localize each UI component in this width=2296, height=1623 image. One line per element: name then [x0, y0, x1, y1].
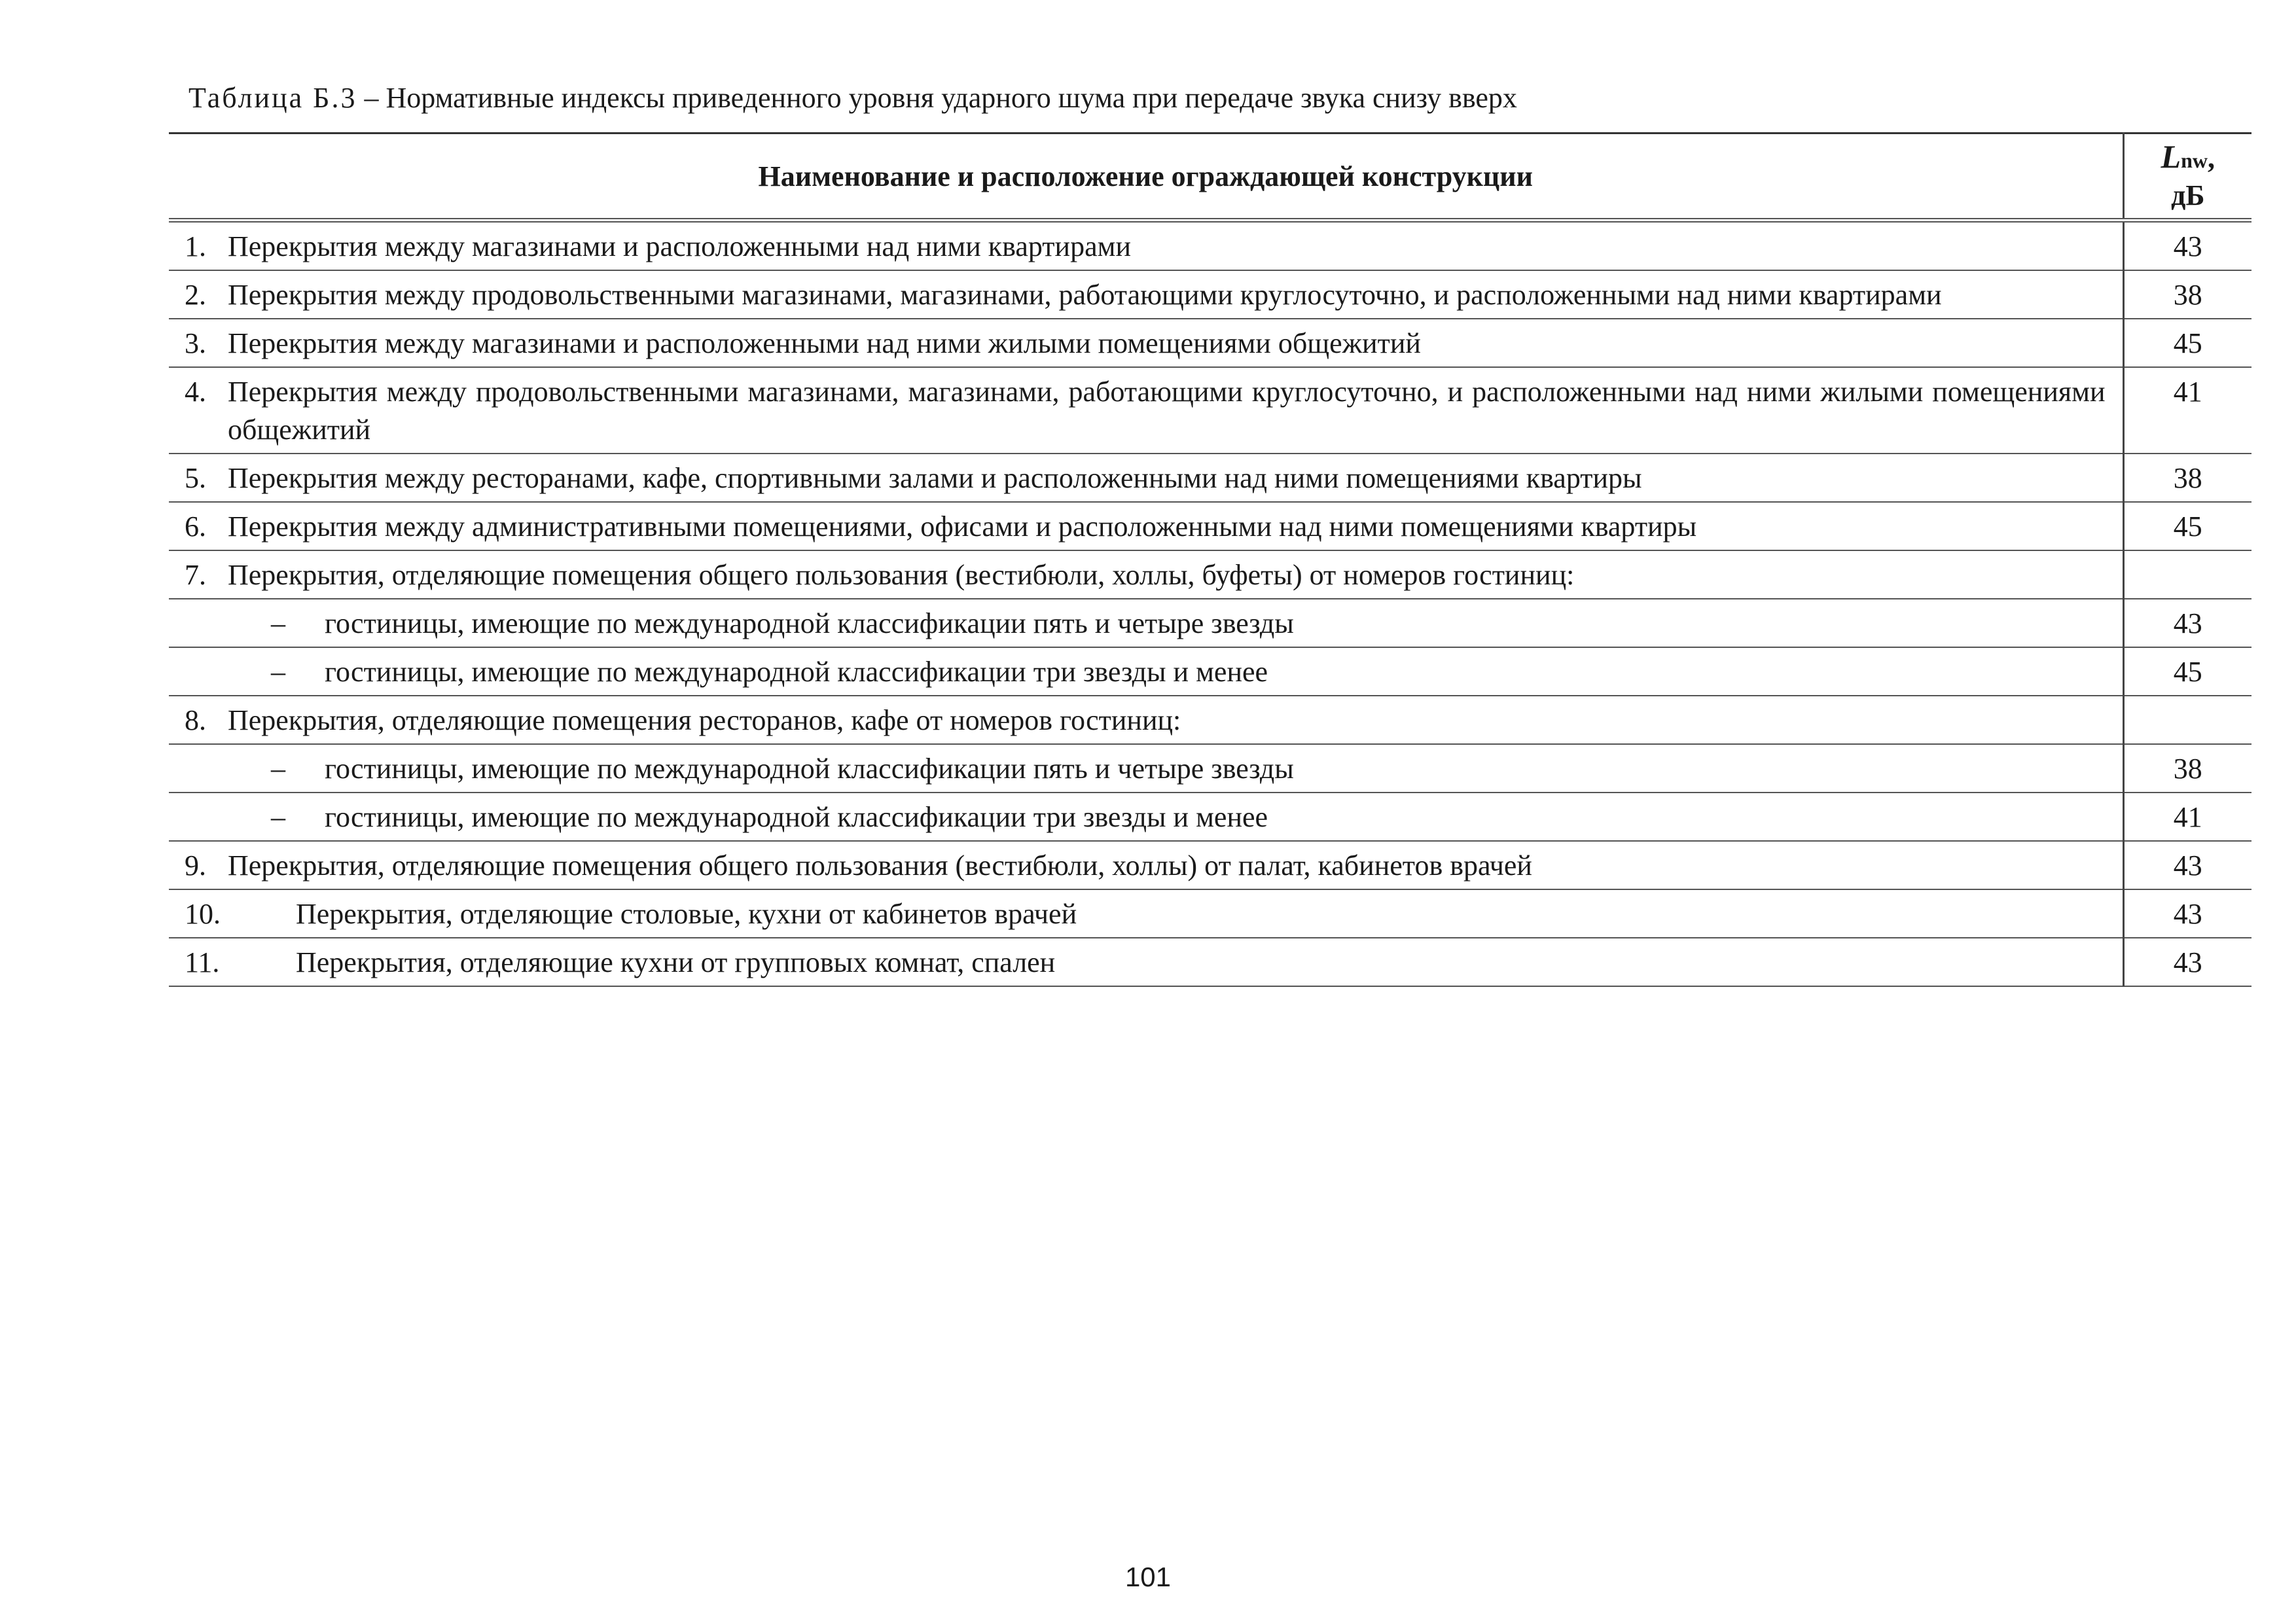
row-value: 45 — [2123, 502, 2251, 550]
table-row — [169, 367, 2251, 454]
row-value — [2123, 696, 2251, 744]
row-value: 43 — [2123, 221, 2251, 271]
row-text: Перекрытия между магазинами и расположенными над ними жилыми помещениями общежитий — [228, 327, 1421, 359]
row-number: 5. — [185, 462, 206, 494]
row-number: 4. — [185, 376, 206, 408]
header-subscript: nw — [2181, 149, 2208, 172]
row-dash: – — [271, 656, 285, 688]
row-dash: – — [271, 753, 285, 785]
row-text-cell — [169, 841, 2123, 889]
row-text-cell — [169, 319, 2123, 367]
row-value: 43 — [2123, 599, 2251, 647]
row-text-cell — [169, 550, 2123, 599]
row-text-cell — [169, 696, 2123, 744]
row-number: 2. — [185, 279, 206, 311]
norms-table-container — [169, 132, 2251, 987]
table-row — [169, 454, 2251, 502]
table-row — [169, 793, 2251, 841]
row-text-cell — [169, 599, 2123, 647]
header-comma: , — [2207, 142, 2215, 174]
row-text-cell — [169, 502, 2123, 550]
table-caption-label: Таблица Б.3 — [188, 82, 357, 114]
row-number: 7. — [185, 559, 206, 591]
row-number: 6. — [185, 510, 206, 543]
row-text: гостиницы, имеющие по международной классификации пять и четыре звезды — [325, 607, 1294, 639]
row-text-cell — [169, 938, 2123, 986]
row-dash: – — [271, 801, 285, 833]
row-value: 45 — [2123, 647, 2251, 696]
row-value: 38 — [2123, 744, 2251, 793]
row-text: Перекрытия, отделяющие столовые, кухни от кабинетов врачей — [296, 898, 1077, 930]
row-text: гостиницы, имеющие по международной классификации три звезды и менее — [325, 656, 1268, 688]
row-text: Перекрытия, отделяющие помещения общего пользования (вестибюли, холлы, буфеты) от номеров гостиниц: — [228, 559, 1575, 591]
table-row — [169, 550, 2251, 599]
row-value — [2123, 550, 2251, 599]
row-text: гостиницы, имеющие по международной классификации три звезды и менее — [325, 801, 1268, 833]
row-value: 38 — [2123, 454, 2251, 502]
row-text-cell — [169, 647, 2123, 696]
row-text: Перекрытия, отделяющие кухни от групповых комнат, спален — [296, 946, 1056, 978]
row-text: Перекрытия, отделяющие помещения общего пользования (вестибюли, холлы) от палат, кабинетов врачей — [228, 849, 1532, 882]
header-construction-name: Наименование и расположение ограждающей конструкции — [169, 134, 2123, 221]
row-text: гостиницы, имеющие по международной классификации пять и четыре звезды — [325, 753, 1294, 785]
table-row — [169, 647, 2251, 696]
table-row — [169, 841, 2251, 889]
table-row — [169, 221, 2251, 271]
row-value: 43 — [2123, 841, 2251, 889]
table-row — [169, 319, 2251, 367]
row-number: 1. — [185, 230, 206, 262]
row-value: 43 — [2123, 889, 2251, 938]
header-symbol: L — [2161, 138, 2181, 175]
row-number: 8. — [185, 704, 206, 736]
row-value: 38 — [2123, 270, 2251, 319]
row-text: Перекрытия между продовольственными магазинами, магазинами, работающими круглосуточно, и расположенными над ними жилыми помещениями общежитий — [228, 376, 2106, 446]
row-text: Перекрытия между продовольственными магазинами, магазинами, работающими круглосуточно, и расположенными над ними квартирами — [228, 279, 1942, 311]
row-value: 43 — [2123, 938, 2251, 986]
table-row — [169, 938, 2251, 986]
row-text-cell — [169, 744, 2123, 793]
page-number: 101 — [1124, 1561, 1172, 1592]
row-text: Перекрытия между административными помещениями, офисами и расположенными над ними помещениями квартиры — [228, 510, 1697, 543]
row-number: 3. — [185, 327, 206, 359]
table-header-row — [169, 134, 2251, 221]
row-text: Перекрытия, отделяющие помещения ресторанов, кафе от номеров гостиниц: — [228, 704, 1181, 736]
row-value: 45 — [2123, 319, 2251, 367]
table-row — [169, 599, 2251, 647]
row-text-cell — [169, 793, 2123, 841]
row-text-cell — [169, 454, 2123, 502]
table-row — [169, 502, 2251, 550]
row-text-cell — [169, 889, 2123, 938]
table-caption-text: – Нормативные индексы приведенного уровня ударного шума при передаче звука снизу вверх — [357, 82, 1517, 114]
norms-table — [169, 132, 2251, 987]
table-row — [169, 270, 2251, 319]
row-dash: – — [271, 607, 285, 639]
table-caption — [188, 77, 1517, 119]
header-index-value — [2123, 134, 2251, 221]
row-text: Перекрытия между ресторанами, кафе, спортивными залами и расположенными над ними помещениями квартиры — [228, 462, 1642, 494]
row-value: 41 — [2123, 367, 2251, 454]
row-number: 10. — [185, 898, 221, 930]
row-number: 9. — [185, 849, 206, 882]
row-text-cell — [169, 270, 2123, 319]
row-value: 41 — [2123, 793, 2251, 841]
row-text-cell — [169, 367, 2123, 454]
row-text: Перекрытия между магазинами и расположенными над ними квартирами — [228, 230, 1131, 262]
table-row — [169, 696, 2251, 744]
table-row — [169, 889, 2251, 938]
table-row — [169, 744, 2251, 793]
row-number: 11. — [185, 946, 220, 978]
row-text-cell — [169, 221, 2123, 271]
header-unit: дБ — [2171, 179, 2205, 211]
